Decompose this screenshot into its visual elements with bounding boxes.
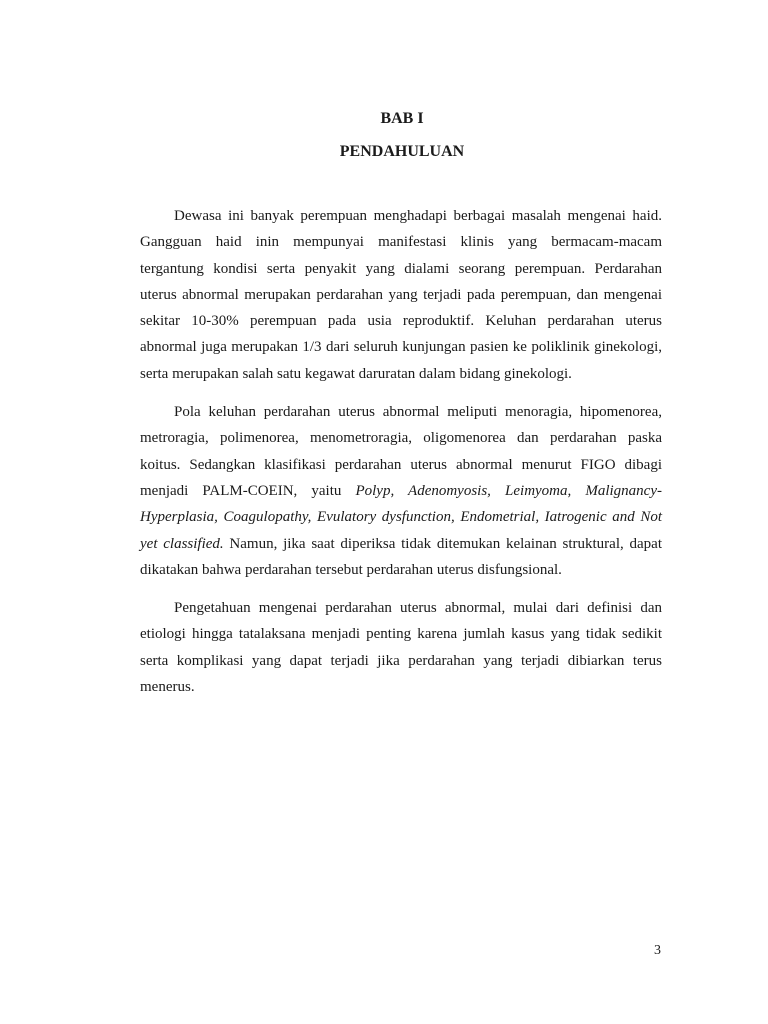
text-line <box>140 361 662 387</box>
text-line <box>140 478 662 504</box>
text-segment: serta komplikasi yang dapat terjadi jika perdarahan yang terjadi dibiarkan terus <box>140 652 662 669</box>
text-segment: Pola keluhan perdarahan uterus abnormal meliputi menoragia, hipomenorea, <box>174 404 662 421</box>
paragraph <box>140 399 662 583</box>
text-line <box>140 531 662 557</box>
text-line <box>140 308 662 334</box>
text-line <box>140 504 662 530</box>
text-segment: abnormal juga merupakan 1/3 dari seluruh kunjungan pasien ke poliklinik ginekologi, <box>140 339 662 356</box>
text-line <box>140 557 662 583</box>
body-text <box>140 203 662 712</box>
text-line <box>140 425 662 451</box>
text-segment: menjadi PALM-COEIN, yaitu <box>140 482 356 499</box>
italic-text: yet classified. <box>140 535 224 552</box>
text-line <box>140 452 662 478</box>
text-line <box>140 229 662 255</box>
text-segment: metroragia, polimenorea, menometroragia, oligomenorea dan perdarahan paska <box>140 430 662 447</box>
paragraph <box>140 203 662 387</box>
text-segment: etiologi hingga tatalaksana menjadi penting karena jumlah kasus yang tidak sedikit <box>140 626 662 643</box>
text-line <box>140 621 662 647</box>
text-line <box>140 334 662 360</box>
text-segment: dikatakan bahwa perdarahan tersebut perdarahan uterus disfungsional. <box>140 561 562 578</box>
text-segment: Namun, jika saat diperiksa tidak ditemukan kelainan struktural, dapat <box>223 535 662 552</box>
text-segment: Dewasa ini banyak perempuan menghadapi berbagai masalah mengenai haid. <box>174 208 662 224</box>
text-line <box>140 648 662 674</box>
text-line <box>140 256 662 282</box>
text-line <box>140 282 662 308</box>
page-number: 3 <box>654 943 661 958</box>
text-segment: Pengetahuan mengenai perdarahan uterus abnormal, mulai dari definisi dan <box>174 600 662 617</box>
text-line <box>140 399 662 425</box>
text-segment: sekitar 10-30% perempuan pada usia reproduktif. Keluhan perdarahan uterus <box>140 313 662 330</box>
italic-text: Polyp, Adenomyosis, Leimyoma, Malignancy- <box>355 482 662 499</box>
text-line <box>140 595 662 621</box>
text-segment: menerus. <box>140 679 195 696</box>
italic-text: Hyperplasia, Coagulopathy, Evulatory dysfunction, Endometrial, Iatrogenic and Not <box>140 509 662 526</box>
text-line <box>140 203 662 229</box>
chapter-number: BAB I <box>380 110 424 127</box>
paragraph <box>140 595 662 700</box>
text-line <box>140 674 662 700</box>
text-segment: serta merupakan salah satu kegawat daruratan dalam bidang ginekologi. <box>140 365 572 382</box>
text-segment: tergantung kondisi serta penyakit yang dialami seorang perempuan. Perdarahan <box>140 260 662 277</box>
text-segment: uterus abnormal merupakan perdarahan yang terjadi pada perempuan, dan mengenai <box>140 286 662 303</box>
text-segment: koitus. Sedangkan klasifikasi perdarahan uterus abnormal menurut FIGO dibagi <box>140 456 662 473</box>
chapter-title: PENDAHULUAN <box>339 143 465 160</box>
text-segment: Gangguan haid inin mempunyai manifestasi klinis yang bermacam-macam <box>140 234 662 251</box>
